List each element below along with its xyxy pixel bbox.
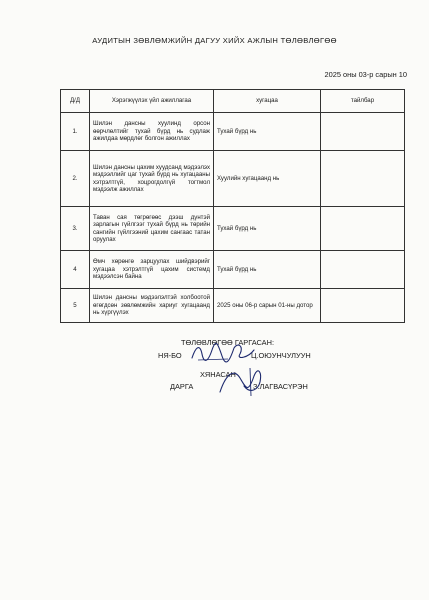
table-row (61, 151, 405, 207)
row-note (321, 151, 405, 207)
header-activity: Хэрэгжүүлэх үйл ажиллагаа (90, 90, 214, 113)
row-note (321, 289, 405, 323)
reviewed-name: З.ЛАГВАСҮРЭН (253, 382, 308, 391)
table-row (61, 113, 405, 151)
prepared-signature-icon (188, 340, 258, 366)
row-no: 1. (61, 113, 90, 151)
plan-table (60, 89, 405, 323)
row-no: 2. (61, 151, 90, 207)
row-activity: Өмч хөрөнгө зарцуулах шийдвэрийг хугацаа хэтрэлтгүй цахим системд мэдээлсэн байна (90, 251, 214, 289)
row-activity: Шилэн дансны цахим хуудсанд мэдээлэх мэдээллийг цаг тухай бүрд нь хугацааны хэтрэлтгүй, хоцрогдолгүй тогтмол мэдээлж ажиллах (90, 151, 214, 207)
row-note (321, 113, 405, 151)
row-deadline: Тухай бүрд нь (214, 251, 321, 289)
header-deadline: хугацаа (214, 90, 321, 113)
row-deadline: Тухай бүрд нь (214, 113, 321, 151)
table-header-row (61, 90, 405, 113)
row-no: 5 (61, 289, 90, 323)
reviewed-position: ДАРГА (170, 382, 194, 391)
document-title: АУДИТЫН ЗӨВЛӨМЖИЙН ДАГУУ ХИЙХ АЖЛЫН ТӨЛӨВЛӨГӨӨ (92, 36, 337, 45)
row-no: 4 (61, 251, 90, 289)
prepared-position: НЯ-БО (158, 351, 182, 360)
row-deadline: 2025 оны 06-р сарын 01-ны дотор (214, 289, 321, 323)
table-row (61, 207, 405, 251)
row-activity: Таван сая төгрөгөөс дээш дүнтэй зарлагын гүйлгээг тухай бүрд нь төрийн сангийн гүйлгээний цахим сангаас татан оруулах (90, 207, 214, 251)
header-no: Д/Д (61, 90, 90, 113)
row-note (321, 251, 405, 289)
row-activity: Шилэн дансны хуулинд орсон өөрчлөлтийг тухай бүрд нь судлаж ажилдаа мөрдлөг болгон ажиллах (90, 113, 214, 151)
row-no: 3. (61, 207, 90, 251)
table-row (61, 289, 405, 323)
row-deadline: Тухай бүрд нь (214, 207, 321, 251)
reviewed-title: ХЯНАСАН (200, 370, 236, 379)
prepared-name: Ц.ОЮУНЧУЛУУН (251, 351, 311, 360)
table-row (61, 251, 405, 289)
row-deadline: Хуулийн хугацаанд нь (214, 151, 321, 207)
row-note (321, 207, 405, 251)
document-date: 2025 оны 03-р сарын 10 (324, 70, 407, 79)
prepared-title: ТӨЛӨВЛӨГӨӨ ГАРГАСАН: (181, 338, 274, 347)
row-activity: Шилэн дансны мэдээлэлтэй холбоотой өгөгдсөн зөвлөмжийн хариуг хугацаанд нь хүргүүлэх (90, 289, 214, 323)
header-note: тайлбар (321, 90, 405, 113)
reviewed-signature-icon (214, 364, 266, 398)
